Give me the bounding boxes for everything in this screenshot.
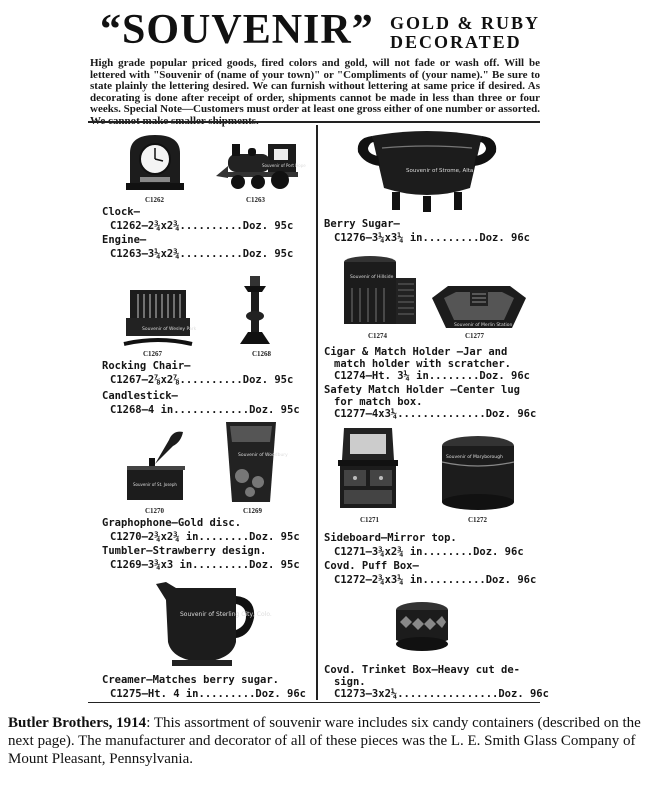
trinket-box-illustration	[392, 600, 452, 656]
tumbler-price-line: C1269—3¾x3 in.........Doz. 95c	[110, 559, 300, 571]
sideboard-price-line: C1271—3¾x2¾ in........Doz. 96c	[334, 546, 524, 558]
puff-box-label: Souvenir of Maryborough	[446, 455, 503, 460]
cigar-holder-description: match holder with scratcher.	[334, 358, 512, 370]
safety-holder-price-line: C1277—4x3¼..............Doz. 96c	[334, 408, 537, 420]
catalog-number: C1271	[360, 516, 380, 524]
subtitle-line-1: GOLD & RUBY	[390, 13, 541, 33]
caption-source: Butler Brothers, 1914	[8, 715, 147, 731]
engine-illustration	[214, 140, 306, 190]
sideboard-illustration	[336, 426, 400, 512]
berry-sugar-label: Souvenir of Strome, Alta	[406, 168, 474, 174]
column-divider	[316, 125, 318, 700]
berry-sugar-heading: Berry Sugar—	[324, 218, 400, 230]
rocking-chair-illustration	[122, 288, 197, 346]
engine-price-line: C1263—3¼x2¾..........Doz. 95c	[110, 248, 294, 260]
tumbler-heading: Tumbler—Strawberry design.	[102, 545, 267, 557]
catalog-title: “SOUVENIR”	[100, 7, 374, 53]
trinket-box-description: sign.	[334, 676, 366, 688]
candlestick-price-line: C1268—4 in............Doz. 95c	[110, 404, 300, 416]
berry-sugar-price-line: C1276—3¼x3¼ in.........Doz. 96c	[334, 232, 530, 244]
caption-text: : This assortment of souvenir ware includes six candy containers (described on the next page). The manufacturer and decorator of all of these pieces was the L. E. Smith Glass Company of Mount Pleasant, Pennsylvania.	[8, 715, 641, 767]
catalog-number: C1268	[252, 350, 272, 358]
graphophone-label: Souvenir of St. Joseph	[133, 482, 177, 487]
subtitle-line-2: DECORATED	[390, 32, 522, 52]
candlestick-heading: Candlestick—	[102, 390, 178, 402]
chair-label: Souvenir of Wesley Park	[142, 327, 197, 332]
catalog-number: C1277	[465, 332, 485, 340]
cigar-holder-illustration	[340, 254, 420, 330]
clock-illustration	[124, 133, 186, 191]
creamer-price-line: C1275—Ht. 4 in.........Doz. 96c	[110, 688, 306, 700]
safety-holder-label: Souvenir of Merlin Station	[454, 323, 513, 328]
safety-match-holder-illustration	[430, 284, 528, 332]
catalog-subtitle	[390, 14, 540, 52]
catalog-number: C1262	[145, 196, 165, 204]
candlestick-illustration	[238, 276, 272, 346]
catalog-number: C1267	[143, 350, 163, 358]
sideboard-heading: Sideboard—Mirror top.	[324, 532, 457, 544]
tumbler-label: Souvenir of Woodbury	[238, 453, 288, 458]
puff-box-price-line: C1272—2¾x3¼ in..........Doz. 96c	[334, 574, 537, 586]
trinket-box-price-line: C1273—3x2¼................Doz. 96c	[334, 688, 549, 700]
catalog-number: C1269	[243, 507, 263, 515]
footer-divider	[88, 702, 540, 703]
tumbler-illustration	[224, 420, 288, 504]
catalog-number: C1263	[246, 196, 266, 204]
catalog-number: C1272	[468, 516, 488, 524]
clock-price-line: C1262—2¾x2¾..........Doz. 95c	[110, 220, 294, 232]
chair-price-line: C1267—2⅞x2⅞..........Doz. 95c	[110, 374, 294, 386]
graphophone-illustration	[125, 428, 187, 504]
clock-heading: Clock—	[102, 206, 140, 218]
figure-caption	[8, 714, 658, 768]
cigar-holder-price-line: C1274—Ht. 3¼ in........Doz. 96c	[334, 370, 530, 382]
header-divider	[88, 121, 540, 123]
creamer-heading: Creamer—Matches berry sugar.	[102, 674, 280, 686]
puff-box-heading: Covd. Puff Box—	[324, 560, 419, 572]
graphophone-price-line: C1270—2¾x2¾ in........Doz. 95c	[110, 531, 300, 543]
chair-heading: Rocking Chair—	[102, 360, 191, 372]
safety-holder-description: for match box.	[334, 396, 423, 408]
puff-box-illustration	[438, 434, 518, 512]
catalog-number: C1274	[368, 332, 388, 340]
creamer-illustration	[152, 578, 272, 670]
engine-heading: Engine—	[102, 234, 147, 246]
trinket-box-heading: Covd. Trinket Box—Heavy cut de-	[324, 664, 520, 676]
graphophone-heading: Graphophone—Gold disc.	[102, 517, 242, 529]
safety-holder-heading: Safety Match Holder —Center lug	[324, 384, 520, 396]
engine-label: Souvenir of Port Hope	[262, 163, 306, 168]
intro-paragraph: High grade popular priced goods, fired colors and gold, will not fade or wash off. Will be lettered with "Souvenir of (name of your town)" or "Compliments of (your name)." Be sure to state plainly the lettering desired. We can furnish without lettering at same price if desired. As decorating is done after receipt of order, shipments cannot be made in less than three or four weeks. Special Note—Customers must order at least one gross either of one number or assorted.	[90, 57, 540, 115]
cigar-holder-heading: Cigar & Match Holder —Jar and	[324, 346, 508, 358]
creamer-label: Souvenir of Sterling City, Colo.	[180, 611, 272, 618]
cigar-holder-label: Souvenir of Hillside	[350, 275, 394, 280]
catalog-number: C1270	[145, 507, 165, 515]
berry-sugar-illustration	[352, 128, 502, 214]
